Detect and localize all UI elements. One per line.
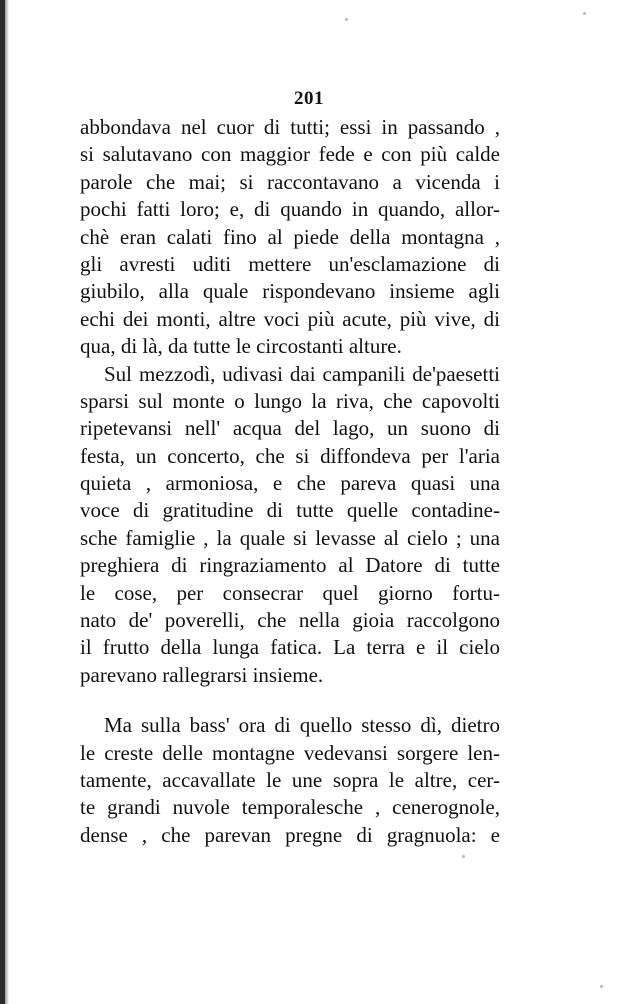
text-line: sparsi sul monte o lungo la riva, che capovolti: [80, 388, 500, 413]
text-line: preghiera di ringraziamento al Datore di tutte: [80, 553, 500, 578]
text-line: dense , che parevan pregne di gragnuola: e: [80, 822, 500, 847]
text-line: chè eran calati fino al piede della montagna ,: [80, 224, 500, 249]
text-line: Sul mezzodì, udivasi dai campanili de'paesetti: [104, 361, 500, 386]
text-line: gli avresti uditi mettere un'esclamazione di: [80, 251, 500, 276]
text-line: le cose, per consecrar quel giorno fortu-: [80, 580, 500, 605]
text-line: si salutavano con maggior fede e con più calde: [80, 142, 500, 167]
text-line: il frutto della lunga fatica. La terra e il cielo: [80, 635, 500, 660]
paragraph: [80, 361, 500, 690]
paragraph: [80, 114, 500, 361]
paper-speck: [583, 12, 586, 15]
text-line: le creste delle montagne vedevansi sorgere len-: [80, 740, 500, 765]
text-line: nato de' poverelli, che nella gioia raccolgono: [80, 608, 500, 633]
text-line: quieta , armoniosa, e che pareva quasi una: [80, 471, 500, 496]
text-line: echi dei monti, altre voci più acute, più vive, di: [80, 306, 500, 331]
paper-speck: [345, 18, 348, 21]
page-text: [80, 114, 500, 849]
text-line: tamente, accavallate le une sopra le altre, cer-: [80, 767, 500, 792]
text-line: festa, un concerto, che si diffondeva per l'aria: [80, 443, 500, 468]
text-line: Ma sulla bass' ora di quello stesso dì, dietro: [104, 713, 500, 738]
page-number: 201: [294, 88, 324, 109]
paragraph: [80, 712, 500, 849]
page-binding-shadow: [5, 0, 9, 1004]
text-line: giubilo, alla quale rispondevano insieme agli: [80, 279, 500, 304]
paper-speck: [600, 985, 603, 988]
text-line: abbondava nel cuor di tutti; essi in passando ,: [80, 115, 500, 139]
text-line: voce di gratitudine di tutte quelle contadine-: [80, 498, 500, 523]
text-line: parole che mai; si raccontavano a vicenda i: [80, 169, 500, 194]
text-line: te grandi nuvole temporalesche , cenerognole,: [80, 795, 500, 820]
text-line: qua, di là, da tutte le circostanti alture.: [80, 334, 402, 359]
text-line: sche famiglie , la quale si levasse al cielo ; una: [80, 525, 500, 550]
text-line: pochi fatti loro; e, di quando in quando, allor-: [80, 197, 500, 222]
paper-speck: [462, 855, 465, 858]
text-line: parevano rallegrarsi insieme.: [80, 662, 324, 687]
paragraph-gap: [80, 689, 500, 712]
text-line: ripetevansi nell' acqua del lago, un suono di: [80, 416, 500, 441]
